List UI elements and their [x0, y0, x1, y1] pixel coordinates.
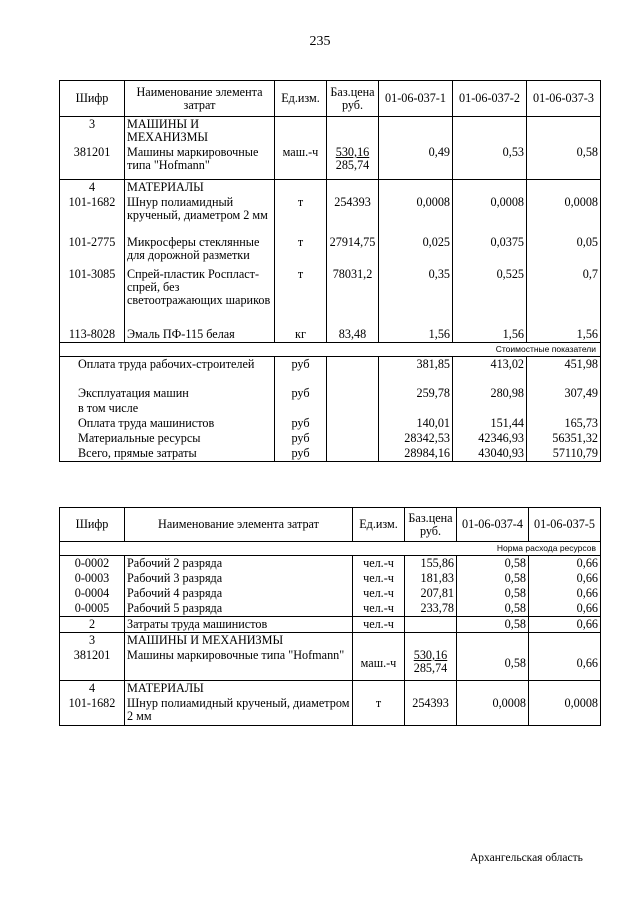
norm-value-3: 0,7: [527, 267, 601, 327]
table-row: [60, 195, 601, 235]
norm-value-2: 0,0375: [453, 235, 527, 267]
price-base: 285,74: [335, 158, 370, 172]
table-row: [60, 556, 601, 572]
summary-unit: руб: [275, 416, 327, 431]
resource-code: 0-0005: [60, 601, 125, 617]
resource-price: [405, 648, 457, 680]
norm-value-3: 0,58: [527, 145, 601, 179]
norm-value-1: 0,58: [457, 648, 529, 680]
section-number: 2: [60, 617, 125, 633]
resource-price: 83,48: [327, 327, 379, 343]
summary-name: Оплата труда машинистов: [60, 416, 275, 431]
table-row: [60, 601, 601, 617]
norm-value-1: 0,58: [457, 601, 529, 617]
cost-indicators-subheader: Стоимостные показатели: [60, 342, 601, 356]
summary-value-3: 307,49: [527, 386, 601, 401]
norm-value-1: 0,58: [457, 556, 529, 572]
summary-value-3: 57110,79: [527, 446, 601, 462]
header-col-3: 01-06-037-3: [527, 81, 601, 117]
summary-value-2: 42346,93: [453, 431, 527, 446]
resource-code: 0-0004: [60, 586, 125, 601]
resource-norms-table-1: [59, 80, 601, 462]
table-row: [60, 696, 601, 726]
price-current: 530,16: [335, 145, 370, 159]
resource-name: Рабочий 2 разряда: [125, 556, 353, 572]
header-price: Баз.цена руб.: [405, 508, 457, 542]
summary-unit: руб: [275, 356, 327, 386]
norm-value-1: 0,49: [379, 145, 453, 179]
norm-value-2: 0,66: [529, 601, 601, 617]
resource-name: Затраты труда машинистов: [125, 617, 353, 633]
table-row: [60, 648, 601, 680]
table-header-row: [60, 508, 601, 542]
resource-unit: кг: [275, 327, 327, 343]
norm-value-1: 0,025: [379, 235, 453, 267]
table-row: [60, 586, 601, 601]
norm-value-3: 0,05: [527, 235, 601, 267]
norm-value-2: 0,66: [529, 556, 601, 572]
section-title: МАТЕРИАЛЫ: [125, 680, 353, 696]
resource-unit: т: [275, 195, 327, 235]
summary-name: Оплата труда рабочих-строителей: [60, 356, 275, 386]
norm-value-2: 1,56: [453, 327, 527, 343]
resource-norms-table-2: [59, 507, 601, 726]
resource-code: 101-1682: [60, 195, 125, 235]
header-col-1: 01-06-037-1: [379, 81, 453, 117]
resource-unit: маш.-ч: [353, 648, 405, 680]
norm-value-3: 0,0008: [527, 195, 601, 235]
norm-value-3: 1,56: [527, 327, 601, 343]
resource-code: 101-1682: [60, 696, 125, 726]
table-row: [60, 267, 601, 327]
resource-unit: маш.-ч: [275, 145, 327, 179]
resource-name: Эмаль ПФ-115 белая: [125, 327, 275, 343]
page-number: 235: [309, 34, 331, 49]
resource-price: 207,81: [405, 586, 457, 601]
table-row: [60, 145, 601, 179]
summary-unit: руб: [275, 431, 327, 446]
price-base: 285,74: [413, 661, 448, 675]
summary-row: [60, 386, 601, 401]
norm-value-2: 0,66: [529, 571, 601, 586]
summary-row: [60, 356, 601, 386]
summary-value-3: 451,98: [527, 356, 601, 386]
summary-unit: руб: [275, 386, 327, 401]
section-number: 3: [60, 117, 125, 146]
norm-value-1: 0,0008: [379, 195, 453, 235]
resource-price: 233,78: [405, 601, 457, 617]
section-header-row: [60, 117, 601, 146]
summary-row: [60, 416, 601, 431]
section-title: МАШИНЫ И МЕХАНИЗМЫ: [125, 117, 275, 146]
section-header-row: [60, 633, 601, 649]
resource-code: 113-8028: [60, 327, 125, 343]
header-col-4: 01-06-037-4: [457, 508, 529, 542]
resource-price: 27914,75: [327, 235, 379, 267]
resource-name: Машины маркировочные типа "Hofmann": [125, 648, 353, 680]
summary-value-3: 165,73: [527, 416, 601, 431]
resource-name: Шнур полиамидный крученый, диаметром 2 мм: [125, 696, 353, 726]
table-row: [60, 617, 601, 633]
norm-value-1: 0,0008: [457, 696, 529, 726]
resource-unit: т: [353, 696, 405, 726]
header-unit: Ед.изм.: [275, 81, 327, 117]
resource-code: 101-3085: [60, 267, 125, 327]
summary-value-2: 151,44: [453, 416, 527, 431]
summary-value-1: 28342,53: [379, 431, 453, 446]
section-title: МАТЕРИАЛЫ: [125, 179, 275, 195]
norm-value-1: 0,58: [457, 571, 529, 586]
resource-price: 254393: [327, 195, 379, 235]
resource-unit: чел.-ч: [353, 601, 405, 617]
norm-value-1: 0,58: [457, 617, 529, 633]
resource-unit: т: [275, 267, 327, 327]
resource-name: Спрей-пластик Роспласт-спрей, без светоотражающих шариков: [125, 267, 275, 327]
section-header-row: [60, 680, 601, 696]
section-number: 3: [60, 633, 125, 649]
resource-code: 381201: [60, 648, 125, 680]
resource-code: 0-0003: [60, 571, 125, 586]
resource-price: [327, 145, 379, 179]
header-col-5: 01-06-037-5: [529, 508, 601, 542]
header-code: Шифр: [60, 81, 125, 117]
summary-value-1: 28984,16: [379, 446, 453, 462]
norm-value-1: 0,35: [379, 267, 453, 327]
subheader-row: [60, 542, 601, 556]
resource-price: 181,83: [405, 571, 457, 586]
norm-value-2: 0,66: [529, 586, 601, 601]
summary-name: Всего, прямые затраты: [60, 446, 275, 462]
summary-value-1: 140,01: [379, 416, 453, 431]
summary-row: [60, 446, 601, 462]
summary-value-2: 43040,93: [453, 446, 527, 462]
table-row: [60, 571, 601, 586]
summary-value-3: 56351,32: [527, 431, 601, 446]
summary-value-1: 259,78: [379, 386, 453, 401]
header-code: Шифр: [60, 508, 125, 542]
section-number: 4: [60, 680, 125, 696]
header-price: Баз.цена руб.: [327, 81, 379, 117]
resource-price: 254393: [405, 696, 457, 726]
resource-name: Шнур полиамидный крученый, диаметром 2 мм: [125, 195, 275, 235]
header-unit: Ед.изм.: [353, 508, 405, 542]
summary-name: Материальные ресурсы: [60, 431, 275, 446]
resource-norms-subheader: Норма расхода ресурсов: [60, 542, 601, 556]
resource-name: Микросферы стеклянные для дорожной разметки: [125, 235, 275, 267]
section-header-row: [60, 179, 601, 195]
resource-name: Машины маркировочные типа "Hofmann": [125, 145, 275, 179]
norm-value-1: 1,56: [379, 327, 453, 343]
header-col-2: 01-06-037-2: [453, 81, 527, 117]
norm-value-1: 0,58: [457, 586, 529, 601]
summary-name: Эксплуатация машин: [60, 386, 275, 401]
resource-name: Рабочий 4 разряда: [125, 586, 353, 601]
region-footer: Архангельская область: [470, 852, 583, 864]
resource-unit: чел.-ч: [353, 586, 405, 601]
norm-value-2: 0,66: [529, 617, 601, 633]
section-title: МАШИНЫ И МЕХАНИЗМЫ: [125, 633, 353, 649]
summary-row: [60, 401, 601, 416]
table-row: [60, 327, 601, 343]
resource-price: 155,86: [405, 556, 457, 572]
resource-name: Рабочий 5 разряда: [125, 601, 353, 617]
summary-value-1: 381,85: [379, 356, 453, 386]
summary-value-2: 280,98: [453, 386, 527, 401]
resource-unit: чел.-ч: [353, 617, 405, 633]
table-row: [60, 235, 601, 267]
resource-unit: чел.-ч: [353, 556, 405, 572]
header-name: Наименование элемента затрат: [125, 508, 353, 542]
summary-name: в том числе: [60, 401, 275, 416]
resource-price: 78031,2: [327, 267, 379, 327]
price-current: 530,16: [413, 648, 448, 662]
resource-code: 381201: [60, 145, 125, 179]
subheader-row: [60, 342, 601, 356]
summary-value-2: 413,02: [453, 356, 527, 386]
resource-unit: чел.-ч: [353, 571, 405, 586]
summary-row: [60, 431, 601, 446]
section-number: 4: [60, 179, 125, 195]
resource-code: 101-2775: [60, 235, 125, 267]
summary-unit: руб: [275, 446, 327, 462]
table-header-row: [60, 81, 601, 117]
norm-value-2: 0,0008: [529, 696, 601, 726]
header-name: Наименование элемента затрат: [125, 81, 275, 117]
norm-value-2: 0,53: [453, 145, 527, 179]
norm-value-2: 0,0008: [453, 195, 527, 235]
resource-code: 0-0002: [60, 556, 125, 572]
norm-value-2: 0,66: [529, 648, 601, 680]
resource-name: Рабочий 3 разряда: [125, 571, 353, 586]
resource-unit: т: [275, 235, 327, 267]
norm-value-2: 0,525: [453, 267, 527, 327]
